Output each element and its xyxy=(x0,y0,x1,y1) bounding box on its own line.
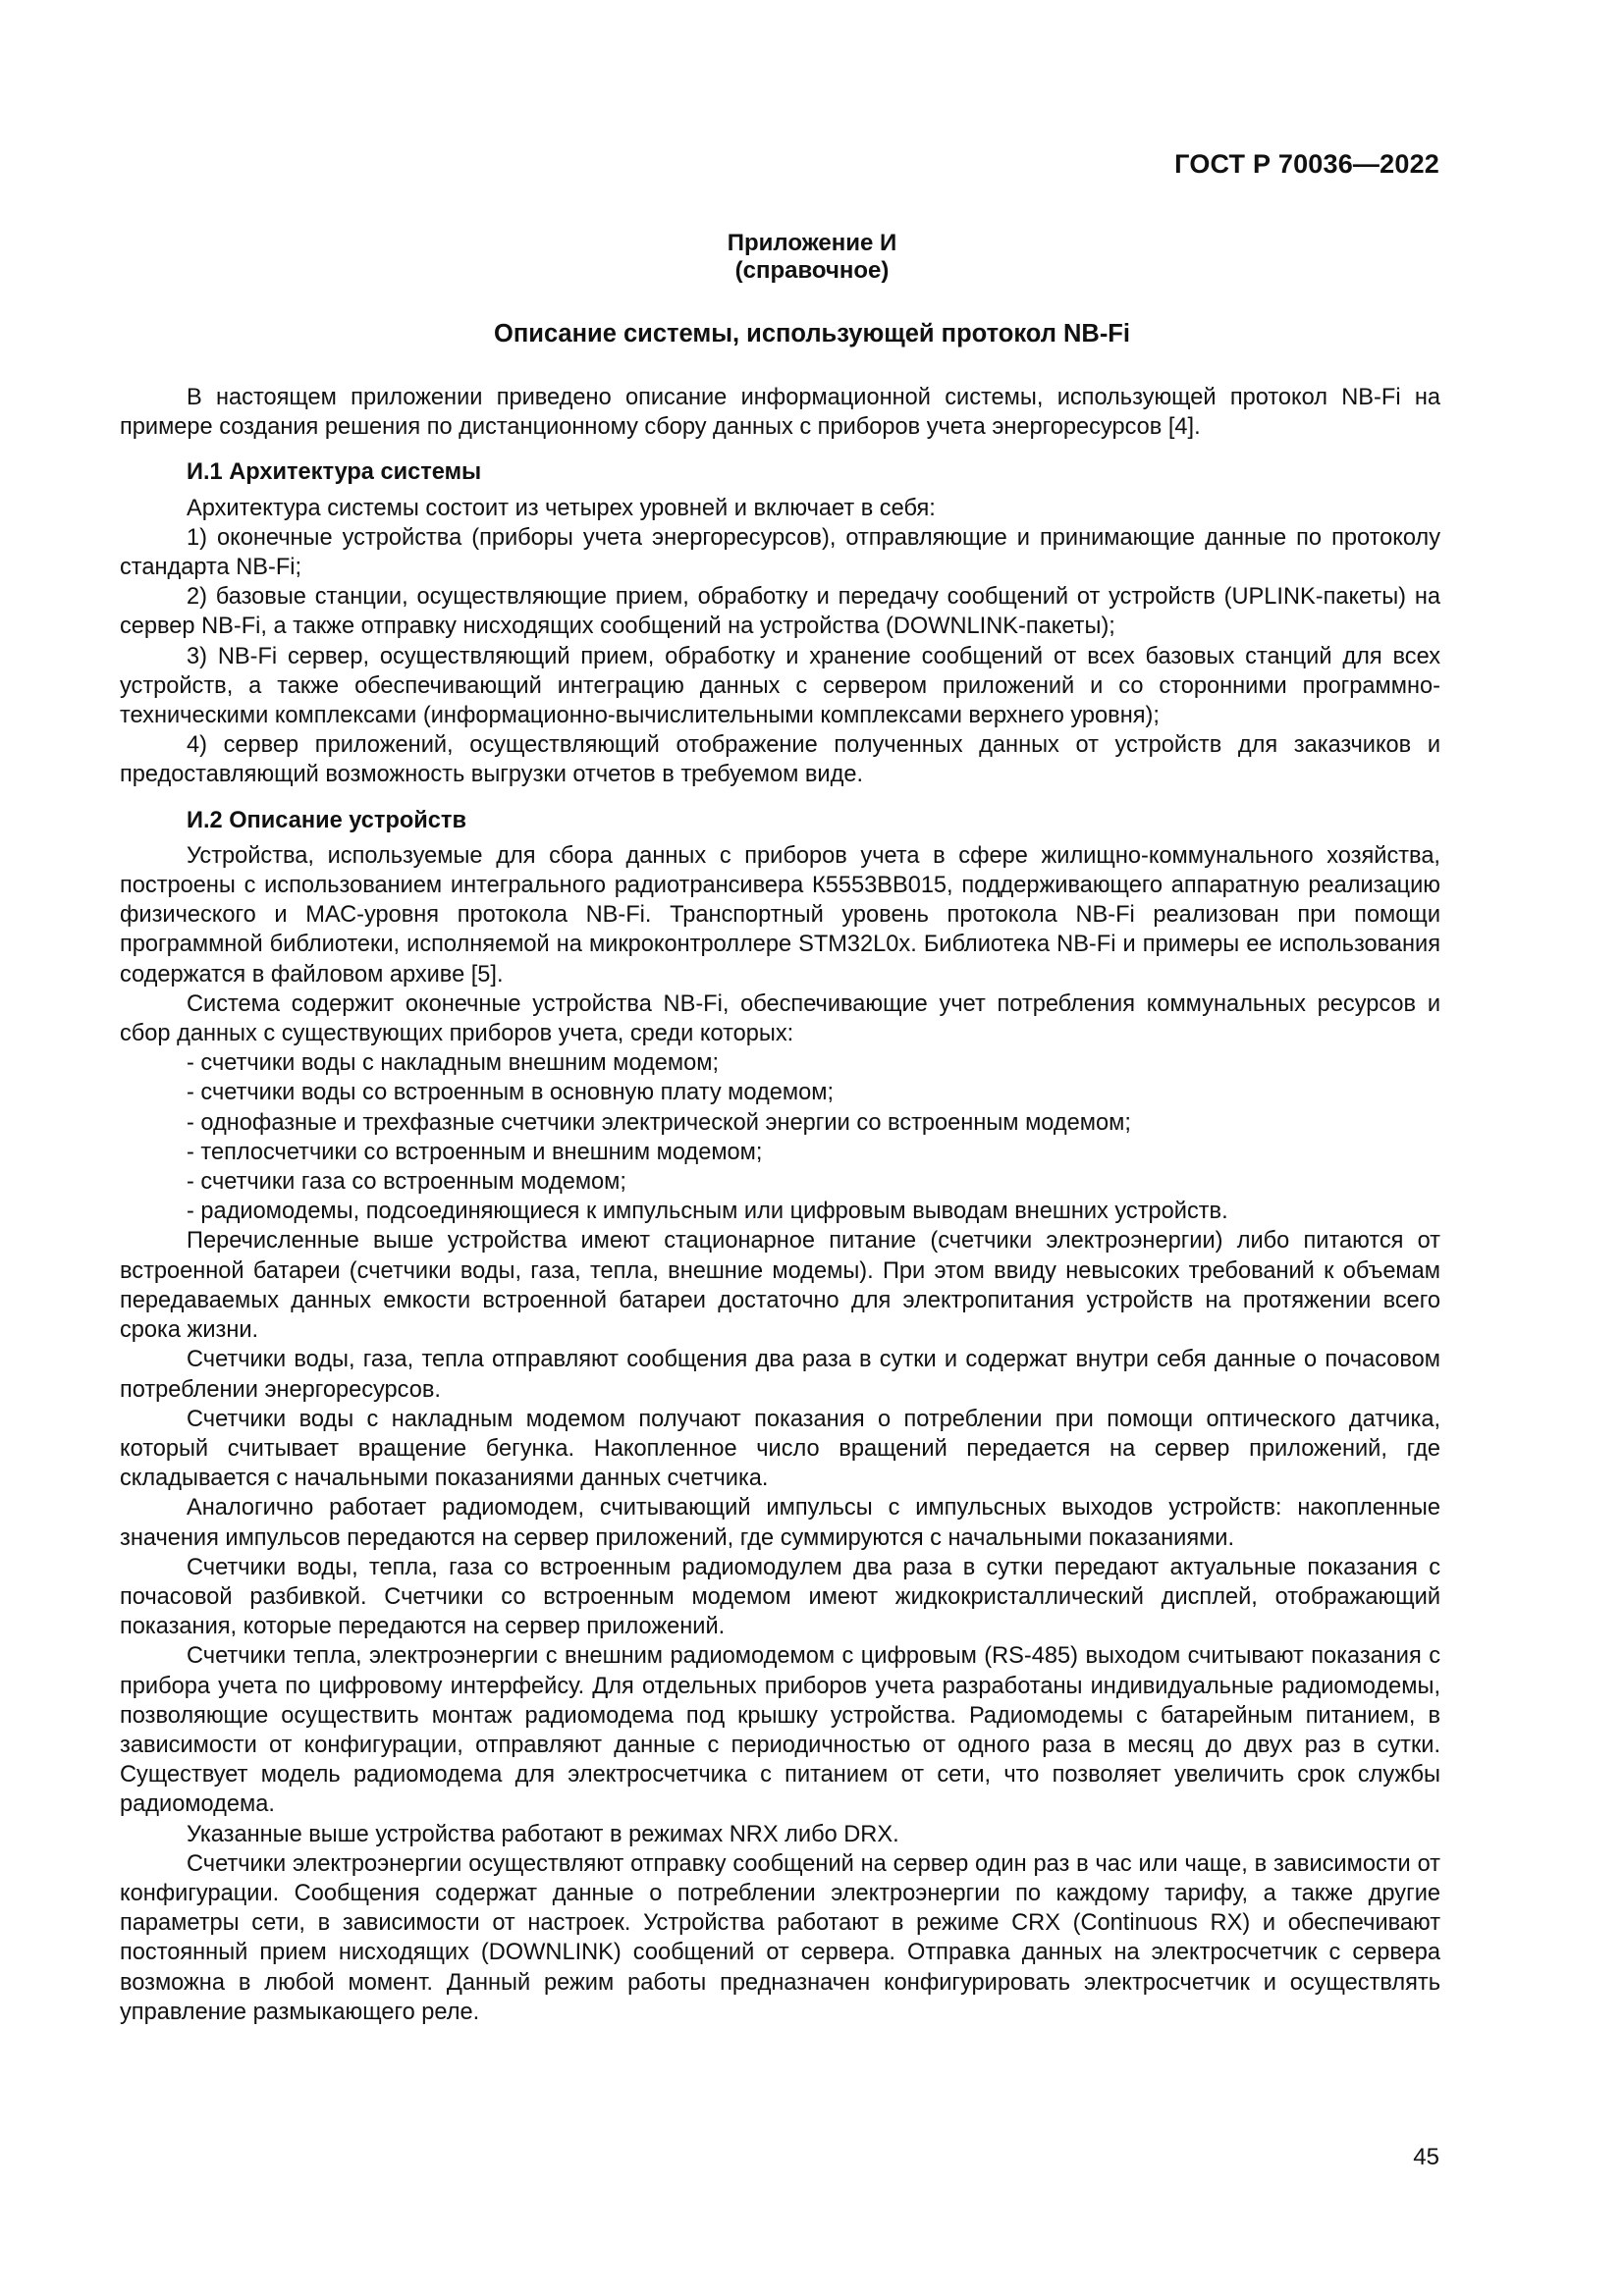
device-list-item: - счетчики газа со встроенным модемом; xyxy=(187,1169,626,1196)
paragraph: Система содержит оконечные устройства NB-Fi, обеспечивающие учет потребления коммунальных ресурсов и сбор данных с существующих приборов учета, среди которых: xyxy=(120,990,1440,1047)
paragraph: Счетчики воды, газа, тепла отправляют сообщения два раза в сутки и содержат внутри себя данные о почасовом потреблении энергоресурсов. xyxy=(120,1347,1440,1403)
page-number: 45 xyxy=(1413,2144,1439,2170)
architecture-item: 2) базовые станции, осуществляющие прием, обработку и передачу сообщений от устройств (UPLINK-пакеты) на сервер NB-Fi, а также отправку нисходящих сообщений на устройства (DOWNLINK-пакеты); xyxy=(120,584,1440,640)
paragraph: Устройства, используемые для сбора данных с приборов учета в сфере жилищно-коммунального хозяйства, построены с использованием интегрального радиотрансивера К5553ВВ015, поддерживающего аппаратную реализацию физического и МАС-уровня протокола NB-Fi. Транспортный уровень протокола NB-Fi реализован при помощи программной библиотеки, исполняемой на микроконтроллере STM32L0x. Библиотека NB-Fi и примеры ее использования содержатся в файловом архиве [5]. xyxy=(120,842,1440,988)
device-list-item: - радиомодемы, подсоединяющиеся к импульсным или цифровым выводам внешних устройств. xyxy=(187,1199,1228,1225)
paragraph: Указанные выше устройства работают в режимах NRX либо DRX. xyxy=(187,1821,899,1847)
architecture-item: 3) NB-Fi сервер, осуществляющий прием, обработку и хранение сообщений от всех базовых станций для всех устройств, а также обеспечивающий интеграцию данных с сервером приложений и со сторонними программно-техническими комплексами (информационно-вычислительными комплексами верхнего уровня); xyxy=(120,643,1440,729)
paragraph: Счетчики тепла, электроэнергии с внешним радиомодемом с цифровым (RS-485) выходом считывают показания с прибора учета по цифровому интерфейсу. Для отдельных приборов учета разработаны индивидуальные радиомодемы, позволяющие осуществить монтаж радиомодема под крышку устройства. Радиомодемы с батарейным питанием, в зависимости от конфигурации, отправляют данные с периодичностью от одного раза в месяц до двух раз в сутки. Существует модель радиомодема для электросчетчика с питанием от сети, что позволяет увеличить срок службы радиомодема. xyxy=(120,1643,1440,1818)
device-list-item: - счетчики воды со встроенным в основную плату модемом; xyxy=(187,1080,834,1106)
device-list-item: - однофазные и трехфазные счетчики электрической энергии со встроенным модемом; xyxy=(187,1109,1131,1136)
document-title: Описание системы, использующей протокол NB-Fi xyxy=(494,320,1130,347)
appendix-title: Приложение И xyxy=(727,230,897,256)
section-2-heading: И.2 Описание устройств xyxy=(187,807,466,833)
paragraph: Счетчики воды с накладным модемом получают показания о потреблении при помощи оптического датчика, который считывает вращение бегунка. Накопленное число вращений передается на сервер приложений, где складывается с начальными показаниями данных счетчика. xyxy=(120,1406,1440,1492)
paragraph: Счетчики воды, тепла, газа со встроенным радиомодулем два раза в сутки передают актуальные показания с почасовой разбивкой. Счетчики со встроенным модемом имеют жидкокристаллический дисплей, отображающий показания, которые передаются на сервер приложений. xyxy=(120,1554,1440,1640)
paragraph: Аналогично работает радиомодем, считывающий импульсы с импульсных выходов устройств: накопленные значения импульсов передаются на сервер приложений, где суммируются с начальными показаниями. xyxy=(120,1495,1440,1551)
intro-paragraph: В настоящем приложении приведено описание информационной системы, использующей протокол NB-Fi на примере создания решения по дистанционному сбору данных с приборов учета энергоресурсов [4]. xyxy=(120,385,1440,441)
paragraph: Счетчики электроэнергии осуществляют отправку сообщений на сервер один раз в час или чаще, в зависимости от конфигурации. Сообщения содержат данные о потреблении электроэнергии по каждому тарифу, а также другие параметры сети, в зависимости от настроек. Устройства работают в режиме CRX (Continuous RX) и обеспечивают постоянный прием нисходящих (DOWNLINK) сообщений от сервера. Отправка данных на электросчетчик с сервера возможна в любой момент. Данный режим работы предназначен конфигурировать электросчетчик и осуществлять управление размыкающего реле. xyxy=(120,1850,1440,2025)
appendix-note: (справочное) xyxy=(734,257,890,284)
device-list-item: - счетчики воды с накладным внешним модемом; xyxy=(187,1050,719,1077)
architecture-item: 4) сервер приложений, осуществляющий отображение полученных данных от устройств для заказчиков и предоставляющий возможность выгрузки отчетов в требуемом виде. xyxy=(120,732,1440,788)
section-1-lead: Архитектура системы состоит из четырех уровней и включает в себя: xyxy=(187,495,936,521)
standard-number: ГОСТ Р 70036—2022 xyxy=(1174,149,1439,179)
paragraph: Перечисленные выше устройства имеют стационарное питание (счетчики электроэнергии) либо питаются от встроенной батареи (счетчики воды, газа, тепла, внешние модемы). При этом ввиду невысоких требований к объемам передаваемых данных емкости встроенной батареи достаточно для электропитания устройств на протяжении всего срока жизни. xyxy=(120,1228,1440,1344)
section-1-heading: И.1 Архитектура системы xyxy=(187,459,482,486)
document-body xyxy=(120,383,1440,2027)
device-list-item: - теплосчетчики со встроенным и внешним модемом; xyxy=(187,1139,763,1165)
architecture-item: 1) оконечные устройства (приборы учета энергоресурсов), отправляющие и принимающие данные по протоколу стандарта NB-Fi; xyxy=(120,524,1440,581)
